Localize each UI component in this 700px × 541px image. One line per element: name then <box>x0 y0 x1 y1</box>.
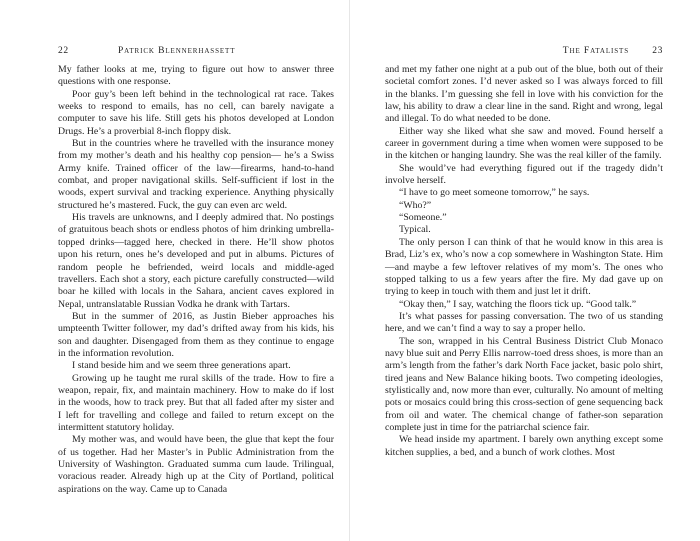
paragraph: The son, wrapped in his Central Business District Club Monaco navy blue suit and Perry Ellis narrow-toed dress shoes, is more than an arm’s length from the father’s dark North Face jacket, basic polo shirt, tired jeans and New Balance hiking boots. Two competing ideologies, stylistically and, now more than ever, culturally. No amount of melting pots or mosaics could bring this cross-section of gene sequencing back from oil and water. The chemical change of father-son separation complete just in time for the patriarchal science fair. <box>385 335 663 433</box>
running-head-author: Patrick Blennerhassett <box>118 46 236 56</box>
paragraph: and met my father one night at a pub out of the blue, both out of their societal comfort zones. I’d never asked so I was always forced to fill in the blanks. I’m guessing she fell in love with his conviction for the law, his ability to draw a clear line in the sand. Right and wrong, legal and illegal. To do what needed to be done. <box>385 64 663 125</box>
paragraph: “Someone.” <box>399 212 447 224</box>
paragraph: Typical. <box>399 224 431 236</box>
book-gutter <box>349 0 350 541</box>
right-page <box>385 0 663 541</box>
paragraph: “I have to go meet someone tomorrow,” he says. <box>399 187 590 199</box>
paragraph: The only person I can think of that he would know in this area is Brad, Liz’s ex, who’s now a cop somewhere in Washington State. Him—and maybe a few leftover relatives of my mom’s. The ones who stopped talking to us a few years after the fire. My dad gave up on trying to keep in touch with them and just let it drift. <box>385 236 663 298</box>
paragraph: Either way she liked what she saw and moved. Found herself a career in government during a time when women were supposed to be in the kitchen or hanging laundry. She was the real killer of the family. <box>385 125 663 162</box>
paragraph: “Okay then,” I say, watching the floors tick up. “Good talk.” <box>399 298 637 310</box>
right-page-body <box>385 64 663 459</box>
left-page <box>58 0 334 541</box>
paragraph: My mother was, and would have been, the glue that kept the four of us together. Had her Master’s in Public Administration from the University of Washington. Graduated summa cum laude. Trilingual, voracious reader. Already high up at the City of Portland, political aspirations on the way. Came up to Canada <box>58 434 334 495</box>
page-number: 22 <box>58 46 69 56</box>
paragraph: My father looks at me, trying to figure out how to answer three questions with one response. <box>58 64 334 88</box>
right-page-header <box>385 46 663 60</box>
paragraph: “Who?” <box>399 199 432 211</box>
paragraph: But in the countries where he travelled with the insurance money from my mother’s death and his healthy cop pension— he’s a Swiss Army knife. Trained officer of the law—firearms, hand-to-hand combat, and proper navigational skills. Self-sufficient if lost in the woods, expert survival and tracking experience. Anything physically structured he’s mastered. Fuck, the guy can even arc weld. <box>58 138 334 211</box>
left-page-body <box>58 64 334 496</box>
paragraph: Growing up he taught me rural skills of the trade. How to fire a weapon, repair, fix, and maintain machinery. How to make do if lost in the woods, how to track prey. But that all faded after my sister and I left for travelling and college and failed to return except on the intermittent statutory holiday. <box>58 372 334 433</box>
paragraph: But in the summer of 2016, as Justin Bieber approaches his umpteenth Twitter follower, my dad’s drifted away from his kids, his son and daughter. Disengaged from them as they continue to engage in the information revolution. <box>58 310 334 359</box>
running-head-title: The Fatalists <box>562 46 629 56</box>
paragraph: She would’ve had everything figured out if the tragedy didn’t involve herself. <box>385 162 663 187</box>
paragraph: We head inside my apartment. I barely own anything except some kitchen supplies, a bed, and a bunch of work clothes. Most <box>385 434 663 458</box>
paragraph: His travels are unknowns, and I deeply admired that. No postings of gratuitous beach shots or endless photos of him drinking umbrella-topped drinks—tagged here, checked in there. He’ll show photos upon his return, ones he’s developed and put in albums. Pictures of random people he befriended, weird locals and middle-aged travellers. Each shot a story, each picture carefully constructed—wild boar he killed with locals in the Sahara, ancient caves explored in Nepal, untranslatable Russian Vodka he drank with Tartars. <box>58 212 334 310</box>
paragraph: It’s what passes for passing conversation. The two of us standing here, and we can’t find a way to say a proper hello. <box>385 310 663 335</box>
page-number: 23 <box>652 46 663 56</box>
paragraph: Poor guy’s been left behind in the technological rat race. Takes weeks to respond to emails, has no cell, can barely navigate a computer to save his life. Still gets his photos developed at London Drugs. He’s a proverbial 8-inch floppy disk. <box>58 88 334 137</box>
paragraph: I stand beside him and we seem three generations apart. <box>72 360 291 372</box>
left-page-header <box>58 46 334 60</box>
